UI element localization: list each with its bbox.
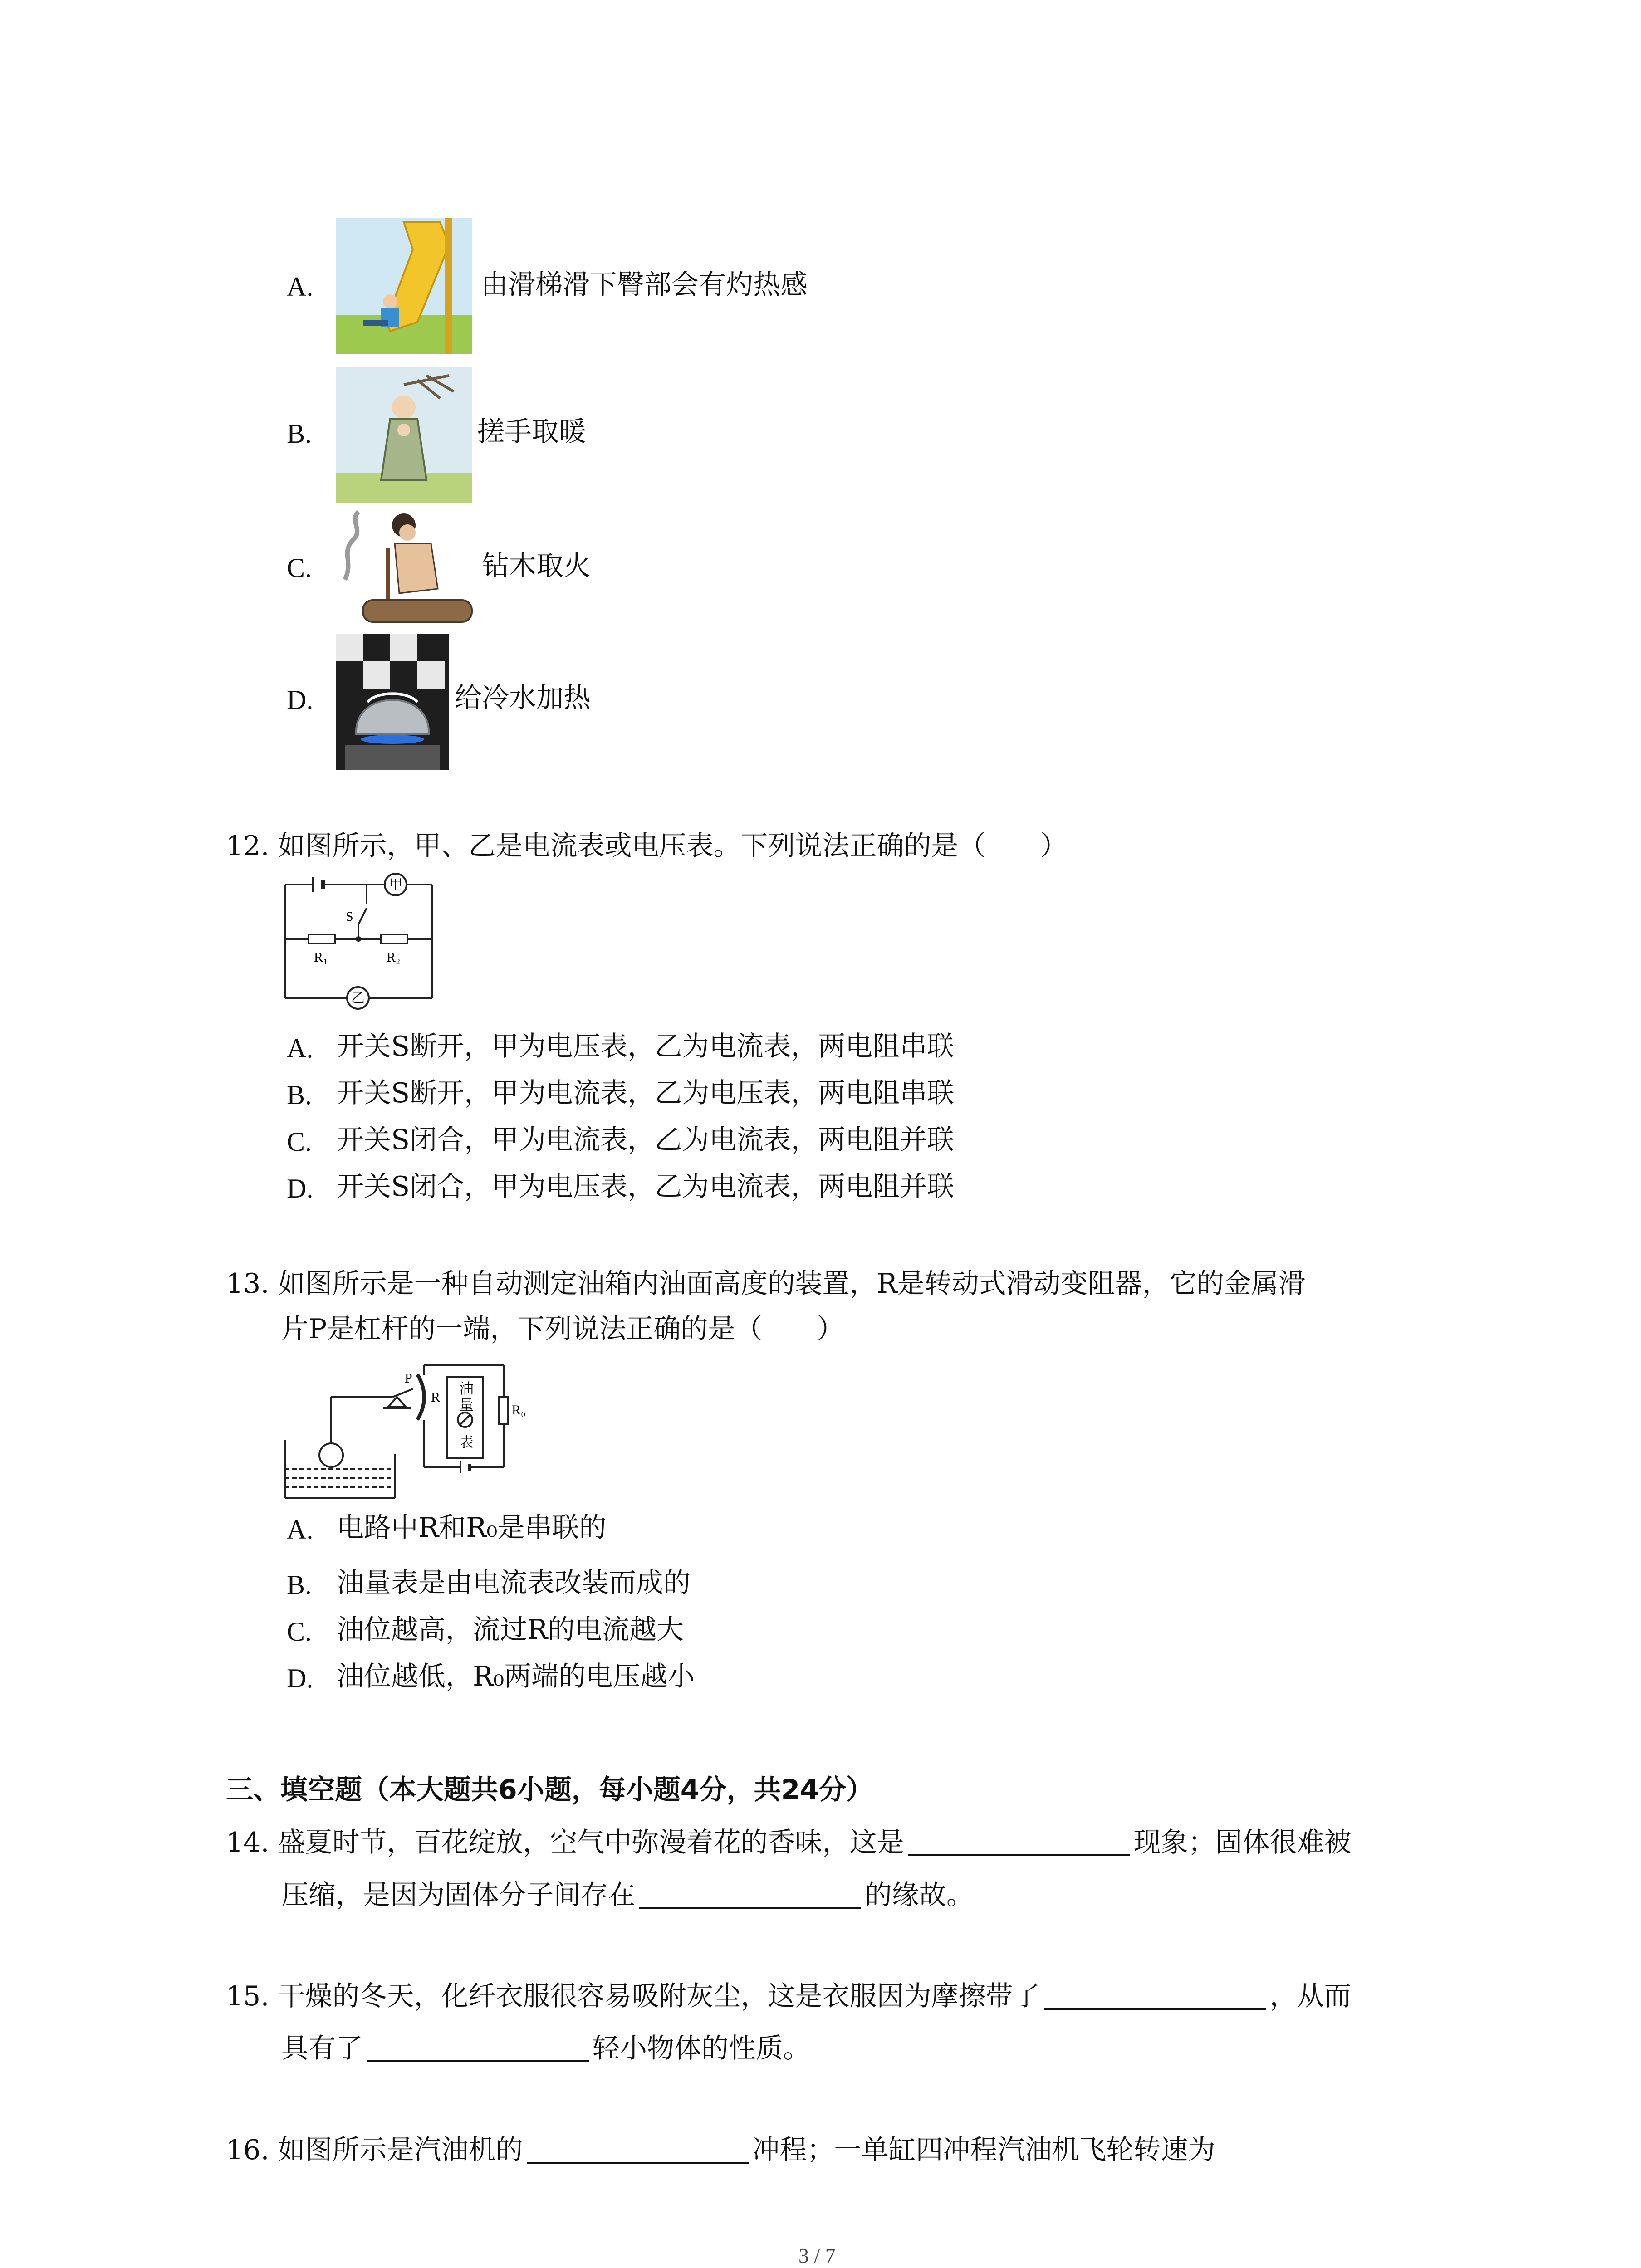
meter-jia-label: 甲 <box>389 877 402 892</box>
option-letter: A. <box>287 1033 314 1063</box>
q16-text-1: 16. 如图所示是汽油机的 <box>226 2134 523 2166</box>
circuit-diagram-q12 <box>281 871 445 1014</box>
option-text: 开关S闭合，甲为电压表，乙为电流表，两电阻并联 <box>337 1171 955 1202</box>
option-letter: C. <box>287 553 312 583</box>
question-stem-line1: 13. 如图所示是一种自动测定油箱内油面高度的装置，R是转动式滑动变阻器，它的金属滑 <box>226 1268 1306 1300</box>
q14-line1 <box>226 1829 1352 1856</box>
option-text: 开关S闭合，甲为电流表，乙为电流表，两电阻并联 <box>337 1124 955 1156</box>
meter-yi-label: 乙 <box>351 991 365 1006</box>
oil-gauge-diagram-q13 <box>281 1356 540 1501</box>
section-heading: 三、填空题（本大题共6小题，每小题4分，共24分） <box>226 1774 873 1806</box>
question-stem: 12. 如图所示，甲、乙是电流表或电压表。下列说法正确的是（ ） <box>226 830 1068 862</box>
q15-line2 <box>281 2035 810 2062</box>
option-text: 由滑梯滑下臀部会有灼热感 <box>481 269 808 301</box>
meter-label-3: 表 <box>459 1434 474 1450</box>
answer-blank[interactable] <box>1044 1983 1266 2010</box>
q14-text-1: 14. 盛夏时节，百花绽放，空气中弥漫着花的香味，这是 <box>226 1827 904 1858</box>
q15-text-2: ，从而 <box>1269 1980 1352 2012</box>
kettle-on-stove-picture <box>336 634 449 770</box>
q16-text-2: 冲程；一单缸四冲程汽油机飞轮转速为 <box>752 2134 1215 2166</box>
r1-label: R₁ <box>314 950 328 965</box>
q14-text-2: 现象；固体很难被 <box>1133 1827 1352 1858</box>
option-letter: D. <box>287 1663 314 1693</box>
option-letter: B. <box>287 419 312 449</box>
option-letter: A. <box>287 272 314 302</box>
q15-text-1: 15. 干燥的冬天，化纤衣服很容易吸附灰尘，这是衣服因为摩擦带了 <box>226 1980 1040 2012</box>
question-stem-line2: 片P是杠杆的一端，下列说法正确的是（ ） <box>281 1313 844 1345</box>
answer-blank[interactable] <box>527 2136 749 2164</box>
r2-label: R₂ <box>387 950 401 965</box>
q15-text-3: 具有了 <box>281 2033 363 2064</box>
r0-label: R₀ <box>512 1403 526 1418</box>
option-letter: C. <box>287 1617 312 1647</box>
answer-blank[interactable] <box>908 1829 1130 1856</box>
q15-line1 <box>226 1980 1352 2012</box>
q16-line1 <box>226 2136 1215 2164</box>
option-letter: C. <box>287 1127 312 1157</box>
option-letter: D. <box>287 685 314 715</box>
option-text: 搓手取暖 <box>477 416 586 448</box>
option-text: 开关S断开，甲为电流表，乙为电压表，两电阻串联 <box>337 1077 955 1109</box>
q14-text-3: 压缩，是因为固体分子间存在 <box>281 1879 635 1911</box>
q14-line2 <box>281 1879 974 1911</box>
answer-blank[interactable] <box>639 1882 861 1909</box>
slide-picture <box>336 218 472 354</box>
option-text: 油位越高，流过R的电流越大 <box>337 1614 684 1646</box>
option-text: 钻木取火 <box>482 550 591 582</box>
option-letter: A. <box>287 1515 314 1545</box>
switch-label: S <box>346 909 353 924</box>
meter-label-1: 油 <box>459 1380 474 1397</box>
option-text: 油量表是由电流表改装而成的 <box>337 1567 691 1599</box>
option-text: 油位越低，R₀两端的电压越小 <box>337 1661 695 1692</box>
option-letter: B. <box>287 1080 312 1110</box>
q15-text-4: 轻小物体的性质。 <box>593 2033 810 2064</box>
drilling-wood-fire-picture <box>336 507 476 630</box>
option-text: 给冷水加热 <box>455 682 591 714</box>
rheostat-r-label: R <box>431 1390 441 1405</box>
option-text: 电路中R和R₀是串联的 <box>337 1512 607 1544</box>
answer-blank[interactable] <box>367 2035 589 2062</box>
option-text: 开关S断开，甲为电压表，乙为电流表，两电阻串联 <box>337 1031 955 1062</box>
meter-label-2: 量 <box>459 1397 474 1413</box>
q14-text-4: 的缘故。 <box>865 1879 974 1911</box>
option-letter: B. <box>287 1570 312 1600</box>
page-number: 3 / 7 <box>798 2244 836 2267</box>
rubbing-hands-picture <box>336 367 472 503</box>
slider-p-label: P <box>405 1371 412 1386</box>
option-letter: D. <box>287 1173 314 1203</box>
